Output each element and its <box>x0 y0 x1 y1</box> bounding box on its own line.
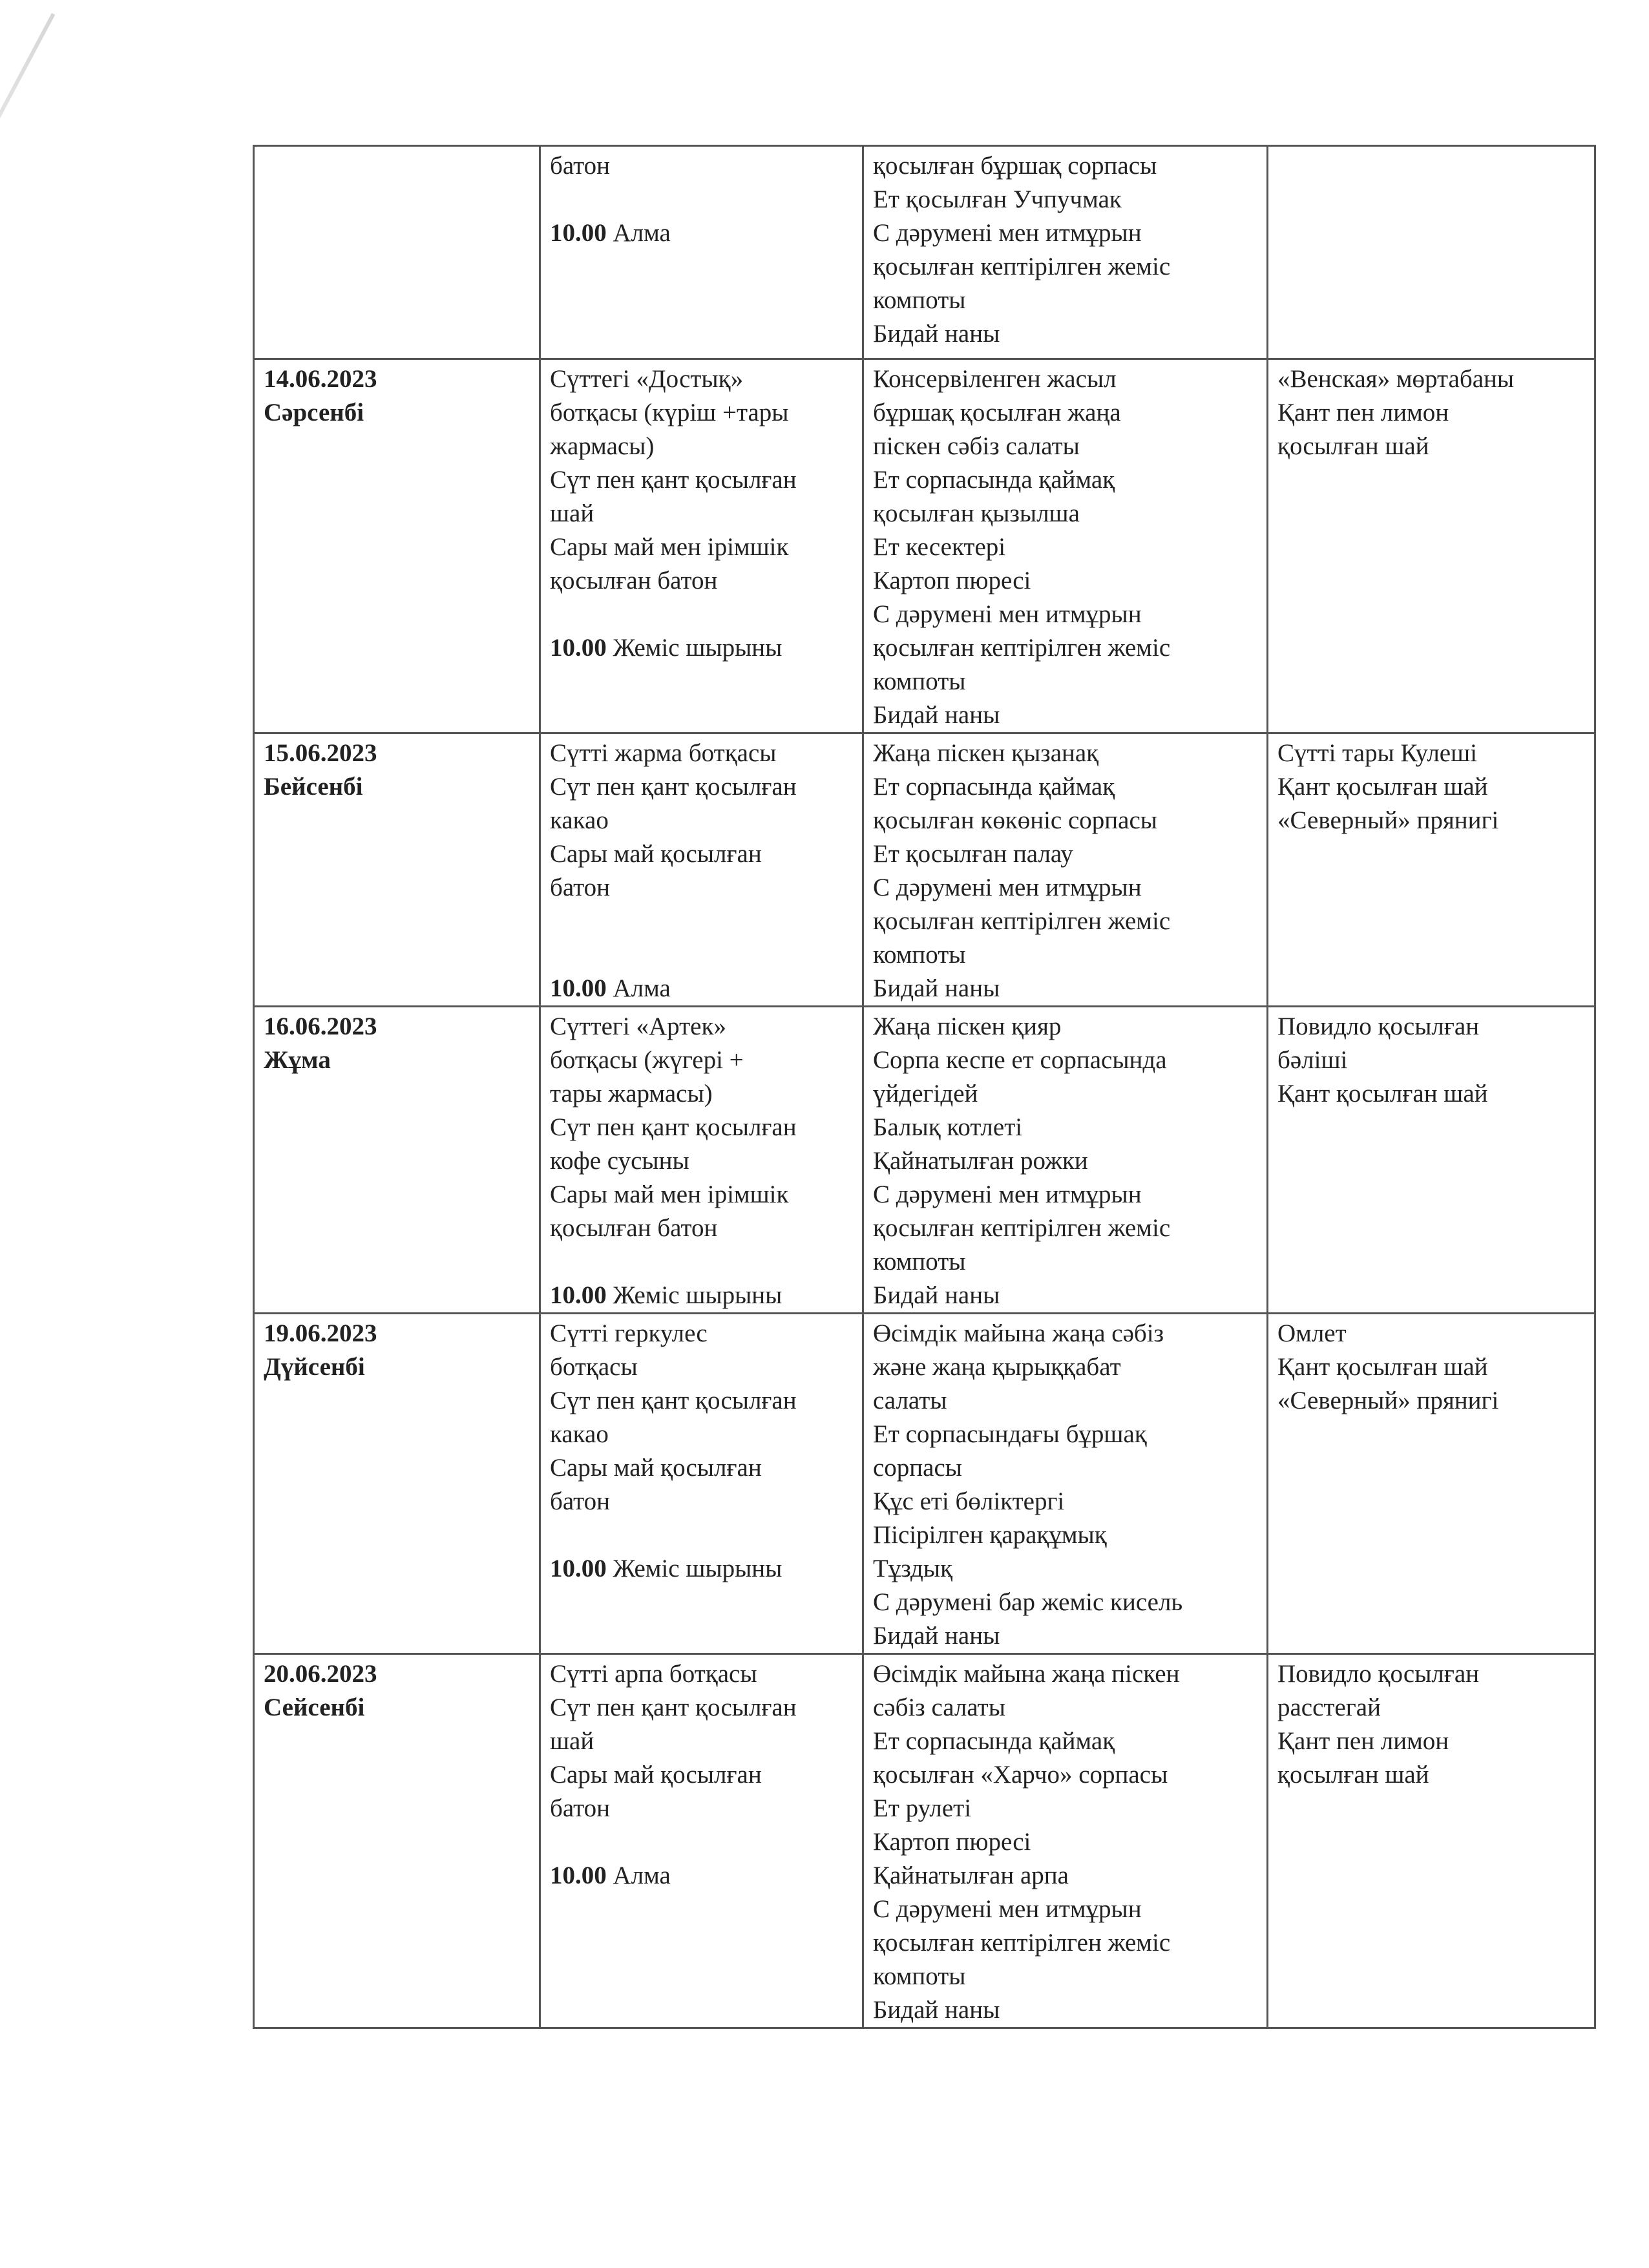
lunch-line: қосылған «Харчо» сорпасы <box>873 1761 1168 1789</box>
table-row <box>254 1007 1595 1314</box>
lunch-line: сорпасы <box>873 1454 963 1482</box>
lunch-line: Бидай наны <box>873 1622 1000 1650</box>
breakfast-cell <box>540 1314 863 1654</box>
table-row <box>254 1314 1595 1654</box>
breakfast-line: Сүтті арпа ботқасы <box>550 1660 757 1688</box>
lunch-line: С дәрумені мен итмұрын <box>873 874 1142 901</box>
date-cell <box>254 733 540 1007</box>
lunch-line: салаты <box>873 1387 947 1414</box>
dinner-cell <box>1268 359 1595 733</box>
date-cell <box>254 1654 540 2028</box>
breakfast-line: Сүтті жарма ботқасы <box>550 739 777 767</box>
breakfast-cell <box>540 1654 863 2028</box>
breakfast-line: Сүттегі «Достық» <box>550 365 744 393</box>
lunch-line: Бидай наны <box>873 1281 1000 1309</box>
date: 15.06.2023 <box>264 739 377 767</box>
lunch-line: Қайнатылған арпа <box>873 1862 1069 1889</box>
weekday: Дүйсенбі <box>264 1353 365 1381</box>
dinner-line: Қант пен лимон <box>1277 1727 1449 1755</box>
snack-item: Жеміс шырыны <box>613 1555 782 1582</box>
breakfast-line: ботқасы (жүгері + <box>550 1046 744 1074</box>
lunch-line: Бидай наны <box>873 1996 1000 2024</box>
breakfast-line: какао <box>550 806 609 834</box>
breakfast-cell <box>540 1007 863 1314</box>
date-cell <box>254 146 540 359</box>
lunch-line: Жаңа піскен қияр <box>873 1013 1062 1040</box>
breakfast-line: ботқасы <box>550 1353 638 1381</box>
breakfast-line: тары жармасы) <box>550 1080 713 1108</box>
lunch-line: Бидай наны <box>873 974 1000 1002</box>
lunch-line: Ет қосылған Учпучмак <box>873 185 1122 213</box>
lunch-line: компоты <box>873 667 966 695</box>
breakfast-line: Сары май қосылған <box>550 1454 762 1482</box>
lunch-cell <box>863 146 1268 359</box>
weekday: Сейсенбі <box>264 1694 365 1721</box>
snack-time: 10.00 <box>550 1281 607 1309</box>
breakfast-line: Сары май қосылған <box>550 840 762 868</box>
dinner-line: қосылған шай <box>1277 1761 1429 1789</box>
weekday: Сәрсенбі <box>264 399 364 426</box>
breakfast-line: батон <box>550 1794 611 1822</box>
lunch-line: компоты <box>873 941 966 969</box>
lunch-line: Құс еті бөліктергі <box>873 1487 1065 1515</box>
snack-line <box>550 1859 856 1893</box>
lunch-cell <box>863 733 1268 1007</box>
snack-line <box>550 1552 856 1586</box>
snack-item: Жеміс шырыны <box>613 1281 782 1309</box>
lunch-cell <box>863 1314 1268 1654</box>
date <box>264 149 532 183</box>
breakfast-line: жармасы) <box>550 432 655 460</box>
date: 14.06.2023 <box>264 365 377 393</box>
table-row <box>254 359 1595 733</box>
lunch-line: Өсімдік майына жаңа сәбіз <box>873 1319 1164 1347</box>
dinner-cell <box>1268 1654 1595 2028</box>
dinner-line: Омлет <box>1277 1319 1347 1347</box>
snack-item: Алма <box>613 219 671 247</box>
snack-time: 10.00 <box>550 974 607 1002</box>
snack-line <box>550 631 856 665</box>
lunch-line: С дәрумені мен итмұрын <box>873 1895 1142 1923</box>
breakfast-line <box>550 1245 856 1279</box>
dinner-line: Сүтті тары Кулеші <box>1277 739 1477 767</box>
dinner-cell <box>1268 146 1595 359</box>
snack-time: 10.00 <box>550 1555 607 1582</box>
dinner-line: Қант қосылған шай <box>1277 1353 1488 1381</box>
lunch-line: Ет сорпасындағы бұршақ <box>873 1420 1147 1448</box>
lunch-line: Ет сорпасында қаймақ <box>873 466 1115 494</box>
breakfast-line: Сары май қосылған <box>550 1761 762 1789</box>
snack-time: 10.00 <box>550 219 607 247</box>
lunch-cell <box>863 1007 1268 1314</box>
breakfast-line: Сүт пен қант қосылған <box>550 1387 797 1414</box>
lunch-line: С дәрумені мен итмұрын <box>873 1181 1142 1208</box>
lunch-line: Пісірілген қарақұмық <box>873 1521 1107 1549</box>
breakfast-line: ботқасы (күріш +тары <box>550 399 789 426</box>
table-row <box>254 146 1595 359</box>
lunch-line: үйдегідей <box>873 1080 978 1108</box>
dinner-line: «Северный» прянигі <box>1277 806 1499 834</box>
lunch-line: Бидай наны <box>873 320 1000 348</box>
breakfast-line: қосылған батон <box>550 567 718 594</box>
lunch-line: піскен сәбіз салаты <box>873 432 1080 460</box>
lunch-line: қосылған кептірілген жеміс <box>873 1214 1171 1242</box>
breakfast-line: Сүттегі «Артек» <box>550 1013 726 1040</box>
dinner-line: Қант қосылған шай <box>1277 773 1488 801</box>
breakfast-line: шай <box>550 499 594 527</box>
lunch-line: қосылған кептірілген жеміс <box>873 907 1171 935</box>
lunch-line: бұршақ қосылған жаңа <box>873 399 1121 426</box>
date-cell <box>254 359 540 733</box>
lunch-line: Ет қосылған палау <box>873 840 1073 868</box>
lunch-line: қосылған қызылша <box>873 499 1080 527</box>
lunch-line: Картоп пюресі <box>873 567 1031 594</box>
lunch-cell <box>863 1654 1268 2028</box>
breakfast-line <box>550 183 856 216</box>
breakfast-line: шай <box>550 1727 594 1755</box>
breakfast-line: Сүт пен қант қосылған <box>550 773 797 801</box>
lunch-line: сәбіз салаты <box>873 1694 1005 1721</box>
breakfast-line: Сүт пен қант қосылған <box>550 1113 797 1141</box>
dinner-line: Қант қосылған шай <box>1277 1080 1488 1108</box>
lunch-line: Картоп пюресі <box>873 1828 1031 1856</box>
breakfast-line: қосылған батон <box>550 1214 718 1242</box>
breakfast-line <box>550 938 856 972</box>
date: 16.06.2023 <box>264 1013 377 1040</box>
dinner-cell <box>1268 1314 1595 1654</box>
lunch-line: Өсімдік майына жаңа піскен <box>873 1660 1180 1688</box>
scan-artifact <box>0 13 55 260</box>
lunch-line: қосылған кептірілген жеміс <box>873 634 1171 662</box>
breakfast-line <box>550 598 856 631</box>
lunch-line: С дәрумені бар жеміс кисель <box>873 1588 1183 1616</box>
breakfast-line: батон <box>550 874 611 901</box>
dinner-line: Повидло қосылған <box>1277 1013 1480 1040</box>
dinner-cell <box>1268 1007 1595 1314</box>
breakfast-cell <box>540 733 863 1007</box>
weekday: Жұма <box>264 1046 331 1074</box>
snack-item: Жеміс шырыны <box>613 634 782 662</box>
snack-line <box>550 972 856 1005</box>
lunch-line: қосылған кептірілген жеміс <box>873 1929 1171 1957</box>
snack-time: 10.00 <box>550 634 607 662</box>
weekday: Бейсенбі <box>264 773 363 801</box>
breakfast-cell <box>540 359 863 733</box>
snack-item: Алма <box>613 974 671 1002</box>
breakfast-line: Сары май мен ірімшік <box>550 1181 789 1208</box>
snack-time: 10.00 <box>550 1862 607 1889</box>
lunch-line: компоты <box>873 1248 966 1276</box>
breakfast-cell <box>540 146 863 359</box>
lunch-line: Қайнатылған рожки <box>873 1147 1088 1175</box>
dinner-line: қосылған шай <box>1277 432 1429 460</box>
breakfast-line: Сары май мен ірімшік <box>550 533 789 561</box>
breakfast-line <box>550 905 856 938</box>
lunch-line: Сорпа кеспе ет сорпасында <box>873 1046 1167 1074</box>
dinner-line: расстегай <box>1277 1694 1381 1721</box>
lunch-line: Жаңа піскен қызанақ <box>873 739 1099 767</box>
dinner-line: «Северный» прянигі <box>1277 1387 1499 1414</box>
dinner-line: Қант пен лимон <box>1277 399 1449 426</box>
dinner-line: бәліші <box>1277 1046 1348 1074</box>
snack-item: Алма <box>613 1862 671 1889</box>
date: 19.06.2023 <box>264 1319 377 1347</box>
lunch-line: Бидай наны <box>873 701 1000 729</box>
breakfast-line: Сүт пен қант қосылған <box>550 1694 797 1721</box>
table-row <box>254 733 1595 1007</box>
menu-table-body <box>254 146 1595 2028</box>
lunch-line: қосылған кептірілген жеміс <box>873 253 1171 280</box>
dinner-line: «Венская» мөртабаны <box>1277 365 1515 393</box>
breakfast-line: какао <box>550 1420 609 1448</box>
breakfast-line: батон <box>550 152 611 180</box>
breakfast-line: Сүтті геркулес <box>550 1319 708 1347</box>
breakfast-line <box>550 1825 856 1859</box>
menu-table <box>253 145 1596 2029</box>
weekday <box>264 183 532 216</box>
lunch-line: С дәрумені мен итмұрын <box>873 600 1142 628</box>
breakfast-line: кофе сусыны <box>550 1147 689 1175</box>
lunch-line: Ет сорпасында қаймақ <box>873 1727 1115 1755</box>
lunch-line: Ет кесектері <box>873 533 1006 561</box>
dinner-line: Повидло қосылған <box>1277 1660 1480 1688</box>
dinner-cell <box>1268 733 1595 1007</box>
date-cell <box>254 1314 540 1654</box>
lunch-line: компоты <box>873 286 966 314</box>
breakfast-line: Сүт пен қант қосылған <box>550 466 797 494</box>
date: 20.06.2023 <box>264 1660 377 1688</box>
breakfast-line <box>550 1518 856 1552</box>
snack-line <box>550 216 856 250</box>
lunch-line: Консервіленген жасыл <box>873 365 1117 393</box>
lunch-line: және жаңа қырыққабат <box>873 1353 1121 1381</box>
breakfast-line: батон <box>550 1487 611 1515</box>
lunch-line: компоты <box>873 1962 966 1990</box>
lunch-line: Тұздық <box>873 1555 953 1582</box>
lunch-line: Ет сорпасында қаймақ <box>873 773 1115 801</box>
snack-line <box>550 1279 856 1312</box>
lunch-line: Балық котлеті <box>873 1113 1023 1141</box>
date-cell <box>254 1007 540 1314</box>
lunch-line: Ет рулеті <box>873 1794 972 1822</box>
lunch-line: қосылған көкөніс сорпасы <box>873 806 1157 834</box>
lunch-line: С дәрумені мен итмұрын <box>873 219 1142 247</box>
lunch-line: қосылған бұршақ сорпасы <box>873 152 1157 180</box>
lunch-cell <box>863 359 1268 733</box>
table-row <box>254 1654 1595 2028</box>
